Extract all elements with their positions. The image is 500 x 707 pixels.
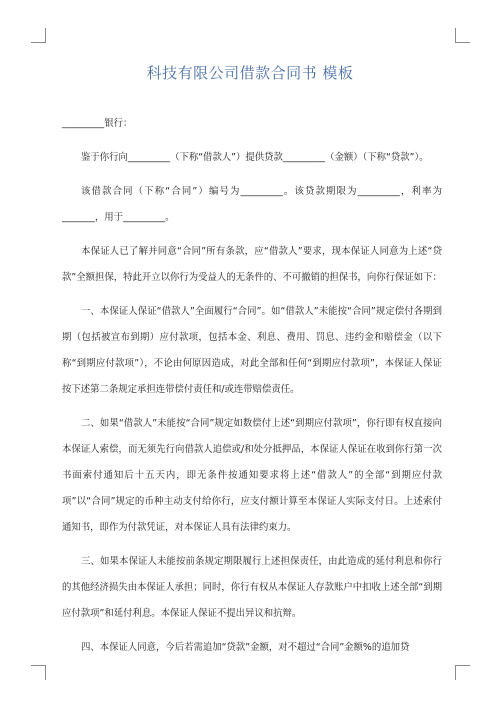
crop-mark-top-left bbox=[31, 28, 46, 43]
crop-mark-top-right bbox=[455, 28, 470, 43]
addressee-line: _________银行： bbox=[62, 118, 133, 129]
document-body bbox=[62, 111, 442, 669]
clause-3: 三、如果本保证人未能按前条规定期限履行上述担保责任，由此造成的延付利息和你行的其他经济损失由本保证人承担；同时，你行有权从本保证人存款账户中扣收上述全部“到期应付款项”和延付利息。本保证人保证不提出异议和抗辩。 bbox=[62, 556, 442, 619]
paragraph-guarantee-intro: 本保证人已了解并同意“合同”所有条款，应“借款人”要求，现本保证人同意为上述“贷款”全额担保，特此开立以你行为受益人的无条件的、不可撤销的担保书，向你行保证如下： bbox=[62, 246, 442, 283]
crop-mark-bottom-right bbox=[455, 665, 470, 680]
clause-4: 四、本保证人同意，今后若需追加“贷款”金额，对不超过“合同”金额%的追加贷 bbox=[81, 642, 410, 653]
paragraph-loan-recital: 鉴于你行向_________（下称“借款人”）提供贷款_________（金额）（下称“贷款”）。 bbox=[81, 152, 429, 163]
clause-2: 二、如果“借款人”未能按“合同”规定如数偿付上述“到期应付款项”，你行即有权直接向本保证人索偿，而无须先行向借款人追偿或/和处分抵押品，本保证人保证在收到你行第一次书面索付通知后十五天内，即无条件按通知要求将上述“借款人”的全部“到期应付款项”以“合同”规定的币种主动支付给你行，应支付额计算至本保证人实际支付日。上述索付通知书，即作为付款凭证，对本保证人具有法律约束力。 bbox=[62, 418, 442, 533]
crop-mark-bottom-left bbox=[31, 665, 46, 680]
paragraph-contract-number: 该借款合同（下称“合同”）编号为_________。该贷款期限为_________，利率为_______，用于_________。 bbox=[62, 186, 442, 223]
clause-1: 一、本保证人保证“借款人”全面履行“合同”。如“借款人”未能按“合同”规定偿付各期到期（包括被宣布到期）应付款项，包括本金、利息、费用、罚息、违约金和赔偿金（以下称“到期应付款项”），不论由何原因造成，对此全部和任何“到期应付款项”，本保证人保证按下述第二条规定承担连带偿付责任和/或连带赔偿责任。 bbox=[62, 306, 442, 395]
document-title: 科技有限公司借款合同书 模板 bbox=[146, 64, 354, 82]
